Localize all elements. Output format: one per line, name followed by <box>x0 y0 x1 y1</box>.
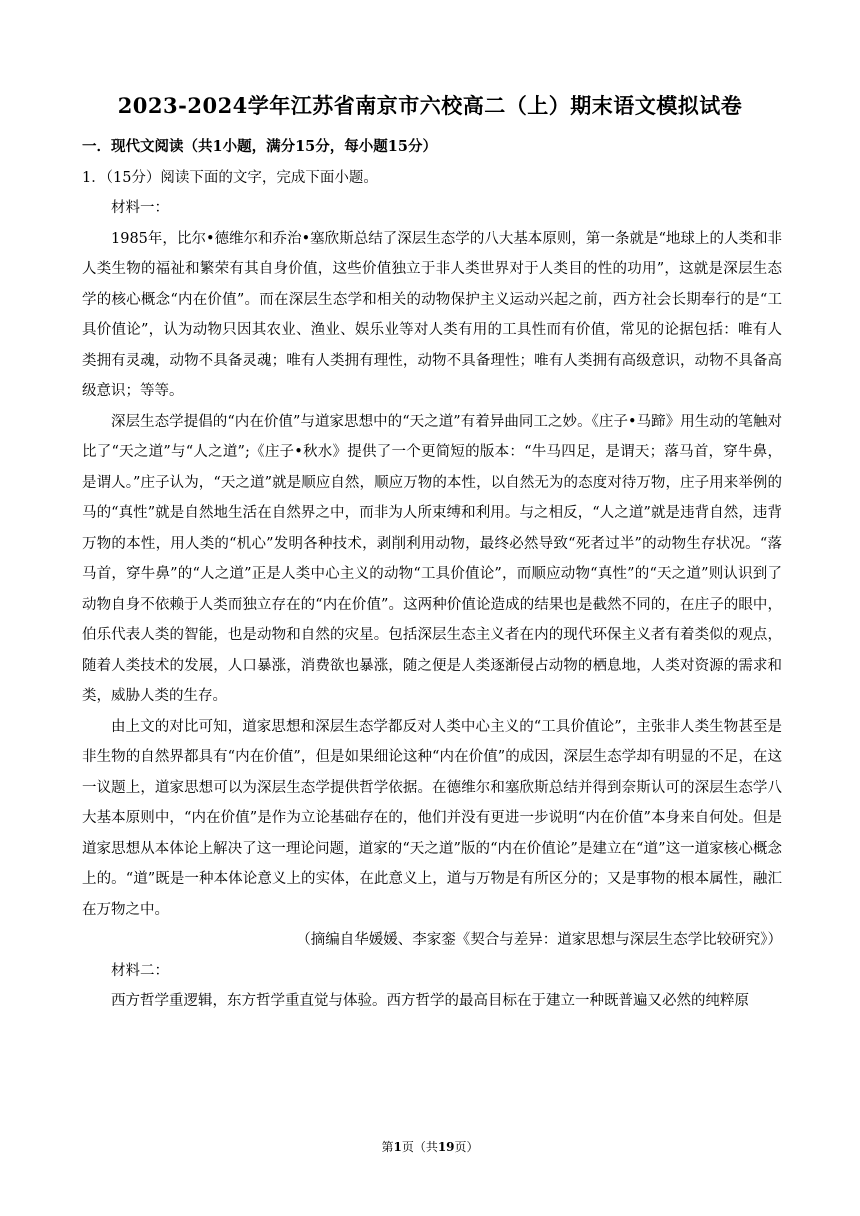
footer-page-number: 1 <box>393 1140 402 1154</box>
material-two-paragraph: 西方哲学重逻辑，东方哲学重直觉与体验。西方哲学的最高目标在于建立一种既普遍又必然的纯粹原 <box>111 993 749 1009</box>
footer-total-pages: 19 <box>437 1140 455 1154</box>
footer-prefix: 第 <box>381 1140 394 1154</box>
footer-suffix: 页） <box>454 1140 479 1154</box>
page-footer <box>0 1138 860 1155</box>
material-two-label: 材料二： <box>111 962 169 979</box>
question-intro: 1．（15分）阅读下面的文字，完成下面小题。 <box>82 169 378 186</box>
footer-middle: 页（共 <box>401 1140 438 1154</box>
document-title: 2023-2024学年江苏省南京市六校高二（上）期末语文模拟试卷 <box>117 93 743 118</box>
material-one-label: 材料一： <box>111 200 169 216</box>
paragraph-1: 1985年，比尔•德维尔和乔治•塞欣斯总结了深层生态学的八大基本原则，第一条就是“地球上的人类和非人类生物的福祉和繁荣有其自身价值，这些价值独立于非人类世界对于人类目的性的功用”，这就是深层生态学的核心概念“内在价值”。而在深层生态学和相关的动物保护主义运动兴起之前，西方社会长期奉行的是“工具价值论”，认为动物只因其农业、渔业、娱乐业等对人类有用的工具性而有价值，常见的论据包括：唯有人类拥有灵魂，动物不具备灵魂；唯有人类拥有理性，动物不具备理性；唯有人类拥有高级意识，动物不具备高级意识；等等。 <box>82 230 782 399</box>
paragraph-2: 深层生态学提倡的“内在价值”与道家思想中的“天之道”有着异曲同工之妙。《庄子•马蹄》用生动的笔触对比了“天之道”与“人之道”;《庄子•秋水》提供了一个更简短的版本：“牛马四足，是谓天；落马首，穿牛鼻，是谓人。”庄子认为，“天之道”就是顺应自然，顺应万物的本性，以自然无为的态度对待万物，庄子用来举例的马的“真性”就是自然地生活在自然界之中，而非为人所束缚和利用。与之相反，“人之道”就是违背自然，违背万物的本性，用人类的“机心”发明各种技术，剥削利用动物，最终必然导致“死者过半”的动物生存状况。“落马首，穿牛鼻”的“人之道”正是人类中心主义的动物“工具价值论”，而顺应动物“真性”的“天之道”则认识到了动物自身不依赖于人类而独立存在的“内在价值”。这两种价值论造成的结果也是截然不同的，在庄子的眼中，伯乐代表人类的智能，也是动物和自然的灾星。包括深层生态主义者在内的现代环保主义者有着类似的观点，随着人类技术的发展，人口暴涨，消费欲也暴涨，随之便是人类逐渐侵占动物的栖息地，人类对资源的需求和类，威胁人类的生存。 <box>82 413 782 704</box>
paragraph-3: 由上文的对比可知，道家思想和深层生态学都反对人类中心主义的“工具价值论”，主张非人类生物甚至是非生物的自然界都具有“内在价值”，但是如果细论这种“内在价值”的成因，深层生态学却有明显的不足，在这一议题上，道家思想可以为深层生态学提供哲学依据。在德维尔和塞欣斯总结并得到奈斯认可的深层生态学八大基本原则中，“内在价值”是作为立论基础存在的，他们并没有更进一步说明“内在价值”本身来自何处。但是道家思想从本体论上解决了这一理论问题，道家的“天之道”版的“内在价值论”是建立在“道”这一道家核心概念上的。“道”既是一种本体论意义上的实体，在此意义上，道与万物是有所区分的；又是事物的根本属性，融汇在万物之中。 <box>82 718 782 918</box>
section-heading: 一．现代文阅读（共1小题，满分15分，每小题15分） <box>82 138 437 155</box>
document-body <box>82 132 782 1017</box>
source-citation: （摘编自华媛媛、李家銮《契合与差异：道家思想与深层生态学比较研究》） <box>296 932 782 948</box>
